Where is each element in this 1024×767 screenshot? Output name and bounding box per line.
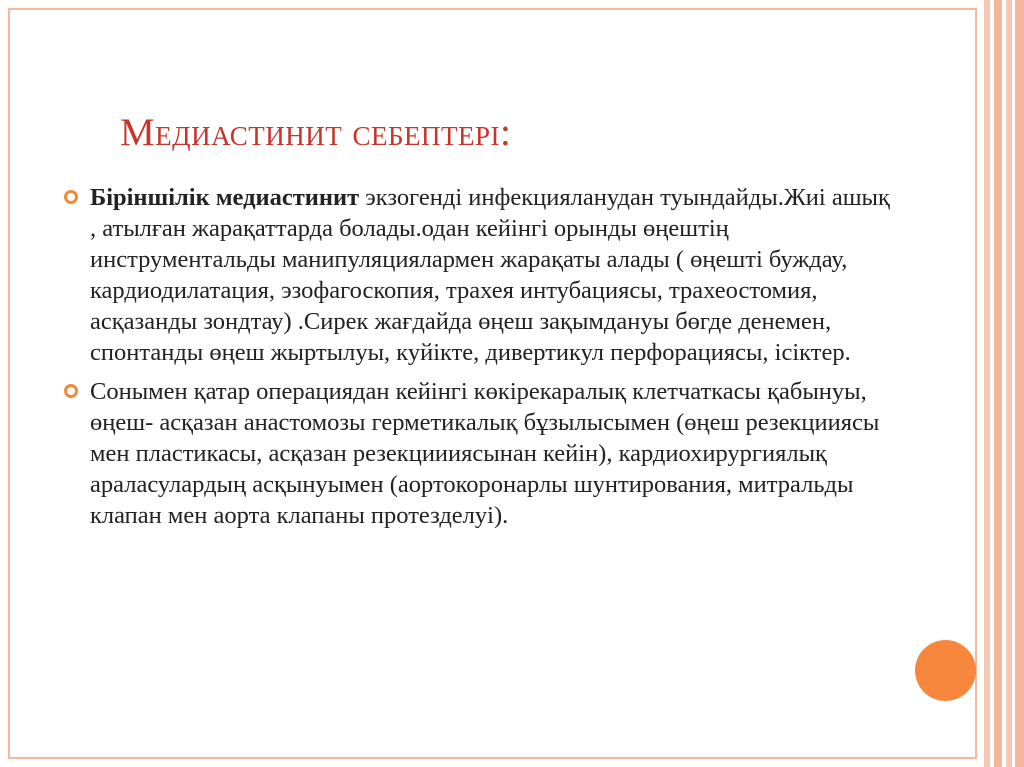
bullet-item	[62, 182, 892, 368]
decorative-stripe	[1006, 0, 1012, 767]
decorative-stripe	[994, 0, 1002, 767]
bullet-text: Сонымен қатар операциядан кейінгі көкірекаралық клетчаткасы қабынуы, өңеш- асқазан анастомозы герметикалық бұзылысымен (өңеш резекцииясы мен пластикасы, асқазан резекциииясынан кейін), кардиохирургиялық араласулардың асқынуымен (аортокоронарлы шунтирования, митральды клапан мен аорта клапаны протезделуі).	[90, 378, 880, 529]
slide-title: Медиастинит себептері:	[120, 111, 512, 154]
bullet-text: экзогенді инфекцияланудан туындайды.Жиі ашық , атылған жарақаттарда болады.одан кейінгі орынды өңештің инструментальды манипуляциялармен жарақаты алады ( өңешті буждау, кардиодилатация, эзофагоскопия, трахея интубациясы, трахеостомия, асқазанды зондтау) .Сирек жағдайда өңеш зақымдануы бөгде денемен, спонтанды өңеш жыртылуы, куйікте, дивертикул перфорациясы, ісіктер.	[90, 184, 890, 366]
bullet-list	[62, 182, 892, 539]
bullet-ring-icon	[64, 384, 78, 398]
bullet-ring-icon	[64, 190, 78, 204]
decorative-circle	[915, 640, 976, 701]
bullet-bold-text: Біріншілік медиастинит	[90, 184, 360, 211]
decorative-stripe	[984, 0, 990, 767]
bullet-item	[62, 376, 892, 531]
decorative-stripe	[1015, 0, 1024, 767]
